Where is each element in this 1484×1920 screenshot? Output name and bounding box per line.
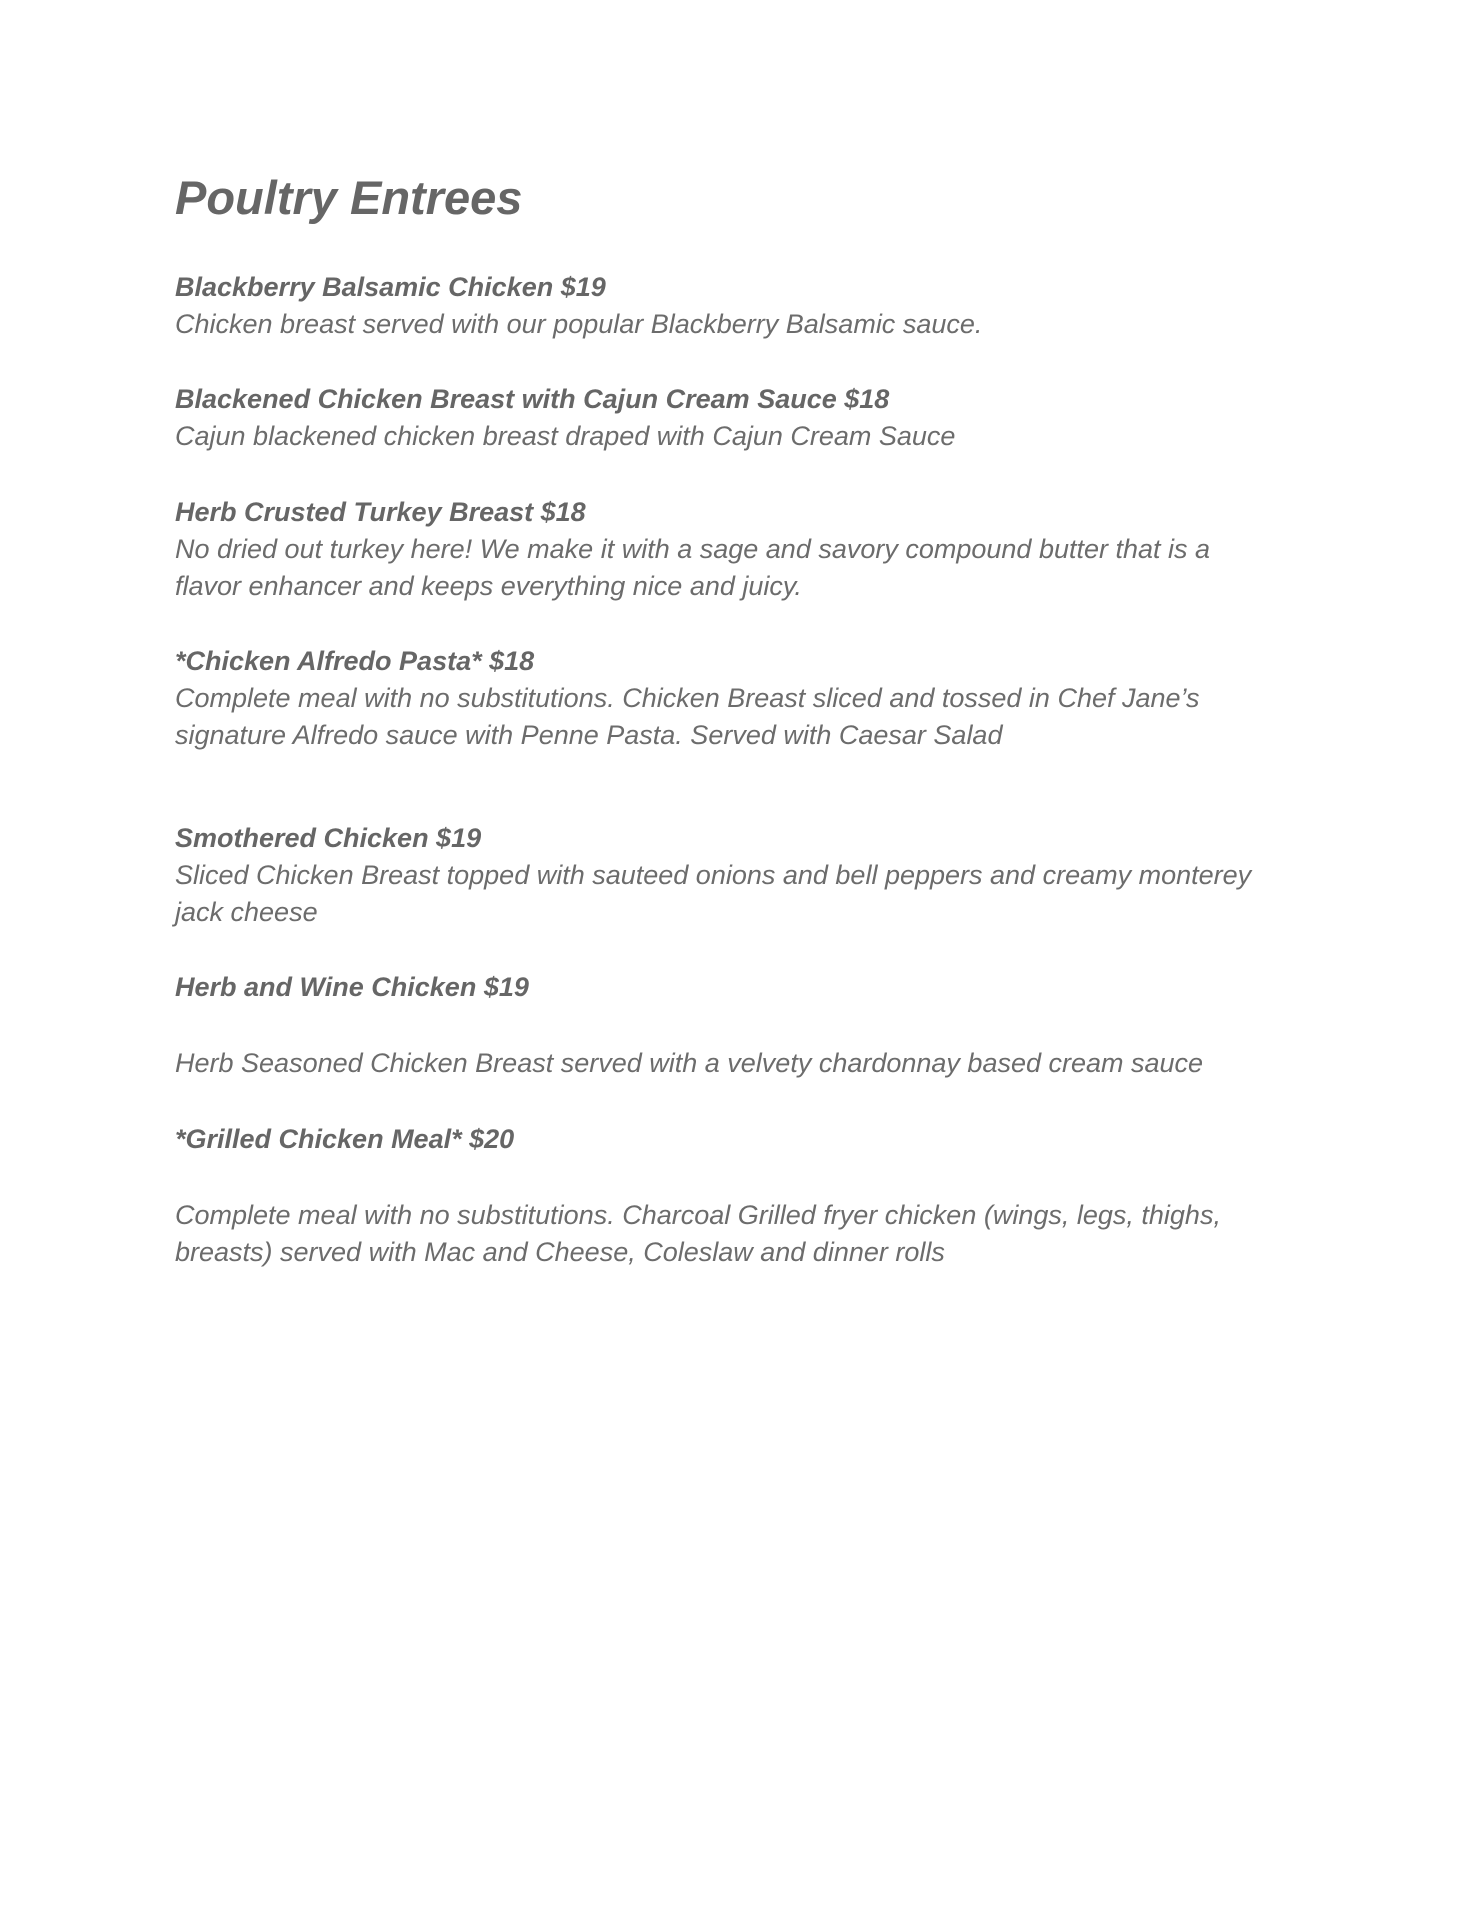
- menu-item-name: Smothered Chicken $19: [175, 823, 482, 853]
- menu-item-description: Complete meal with no substitutions. Chicken Breast sliced and tossed in Chef Jane’s: [175, 683, 1200, 713]
- menu-item-description: signature Alfredo sauce with Penne Pasta. Served with Caesar Salad: [175, 720, 1003, 750]
- menu-item-name: *Chicken Alfredo Pasta* $18: [175, 646, 535, 676]
- menu-item-name: Herb Crusted Turkey Breast $18: [175, 497, 586, 527]
- menu-item-name: Blackened Chicken Breast with Cajun Cream Sauce $18: [175, 384, 890, 414]
- page-title: Poultry Entrees: [175, 171, 523, 224]
- menu-item-name: *Grilled Chicken Meal* $20: [175, 1124, 515, 1154]
- menu-item-name: Herb and Wine Chicken $19: [175, 972, 529, 1002]
- menu-item-description: flavor enhancer and keeps everything nice and juicy.: [175, 571, 802, 601]
- menu-item-description: Cajun blackened chicken breast draped with Cajun Cream Sauce: [175, 421, 956, 451]
- menu-item-description: Complete meal with no substitutions. Charcoal Grilled fryer chicken (wings, legs, thighs,: [175, 1200, 1221, 1230]
- menu-item-name: Blackberry Balsamic Chicken $19: [175, 272, 606, 302]
- menu-item-description: Sliced Chicken Breast topped with sauteed onions and bell peppers and creamy monterey: [175, 860, 1252, 890]
- menu-item-description: breasts) served with Mac and Cheese, Coleslaw and dinner rolls: [175, 1237, 945, 1267]
- menu-item-description: Chicken breast served with our popular Blackberry Balsamic sauce.: [175, 309, 983, 339]
- menu-item-description: jack cheese: [175, 897, 318, 927]
- menu-item-description: No dried out turkey here! We make it with a sage and savory compound butter that is a: [175, 534, 1211, 564]
- menu-item-description: Herb Seasoned Chicken Breast served with a velvety chardonnay based cream sauce: [175, 1048, 1204, 1078]
